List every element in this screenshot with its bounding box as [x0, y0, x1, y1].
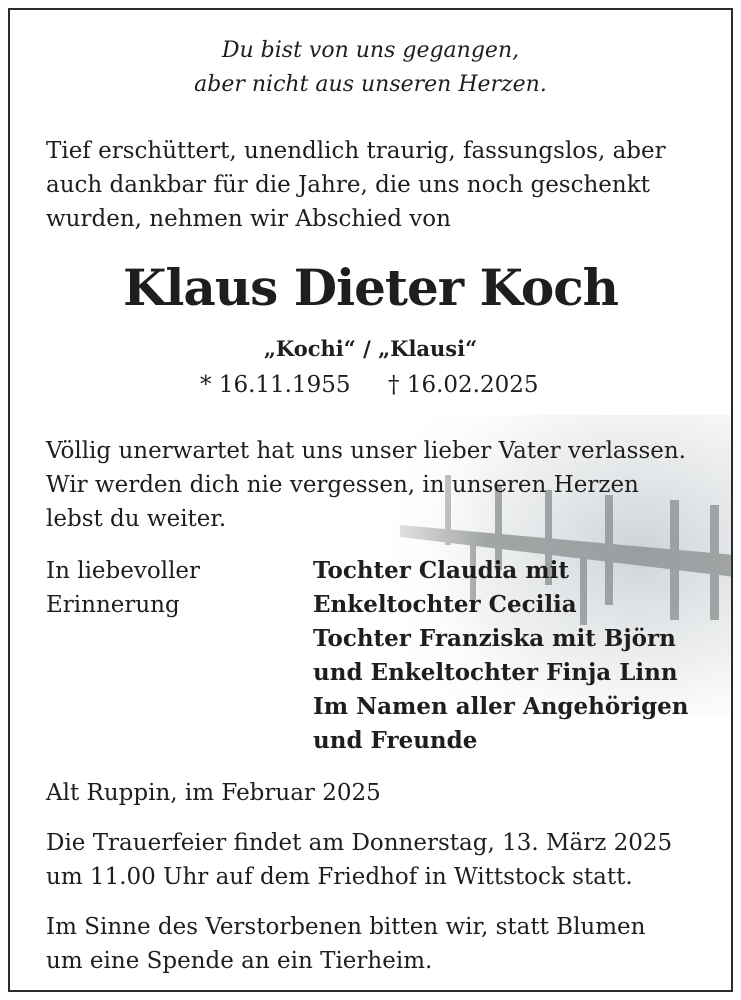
mourner-line: Tochter Claudia mit — [313, 557, 570, 584]
donation-line-2: um eine Spende an ein Tierheim. — [46, 948, 433, 974]
mourner-line: und Freunde — [313, 727, 478, 754]
cross-icon: † — [388, 372, 400, 398]
mourner-line: und Enkeltochter Finja Linn — [313, 659, 678, 686]
obituary-frame — [8, 8, 733, 992]
mourner-line: Enkeltochter Cecilia — [313, 591, 577, 618]
death-date-value: 16.02.2025 — [406, 372, 539, 398]
motto-line-2: aber nicht aus unseren Herzen. — [194, 72, 547, 97]
deceased-name: Klaus Dieter Koch — [122, 258, 619, 317]
funeral-line-2: um 11.00 Uhr auf dem Friedhof in Wittstock statt. — [46, 864, 633, 890]
birth-date-value: 16.11.1955 — [218, 372, 351, 398]
place-date: Alt Ruppin, im Februar 2025 — [46, 780, 381, 806]
death-date — [388, 368, 539, 402]
remembrance-line-1: In liebevoller — [46, 558, 201, 584]
nicknames: „Kochi“ / „Klausi“ — [263, 336, 478, 361]
intro-line-1: Tief erschüttert, unendlich traurig, fassungslos, aber — [46, 138, 666, 164]
mourner-line: Tochter Franziska mit Björn — [313, 625, 676, 652]
birth-date — [200, 368, 351, 402]
donation-line-1: Im Sinne des Verstorbenen bitten wir, statt Blumen — [46, 914, 646, 940]
notice-content — [10, 10, 731, 990]
birth-symbol: * — [200, 372, 212, 398]
funeral-line-1: Die Trauerfeier findet am Donnerstag, 13. März 2025 — [46, 830, 673, 856]
intro-line-2: auch dankbar für die Jahre, die uns noch geschenkt — [46, 172, 650, 198]
remembrance-line-2: Erinnerung — [46, 592, 180, 618]
message-line-1: Völlig unerwartet hat uns unser lieber Vater verlassen. — [46, 438, 686, 464]
mourner-line: Im Namen aller Angehörigen — [313, 693, 689, 720]
message-line-2: Wir werden dich nie vergessen, in unseren Herzen — [46, 472, 639, 498]
message-line-3: lebst du weiter. — [46, 506, 227, 532]
intro-line-3: wurden, nehmen wir Abschied von — [46, 206, 451, 232]
motto-line-1: Du bist von uns gegangen, — [221, 38, 520, 63]
